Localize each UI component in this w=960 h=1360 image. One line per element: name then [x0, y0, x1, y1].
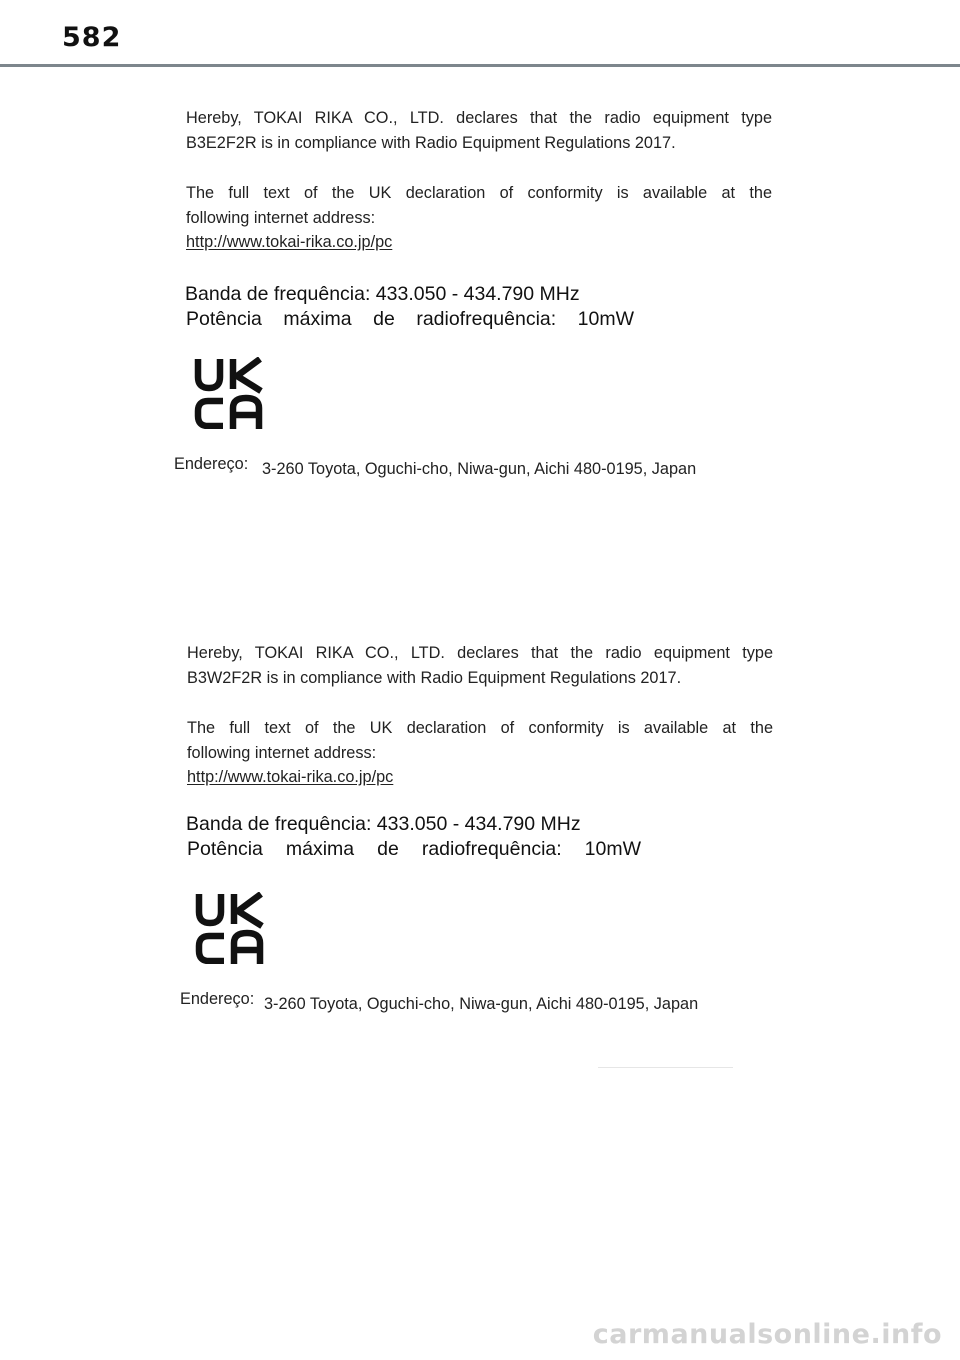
declaration-line-1: Hereby, TOKAI RIKA CO., LTD. declares that the radio equipment type	[186, 109, 772, 127]
declaration-url-link[interactable]: http://www.tokai-rika.co.jp/pc	[186, 233, 393, 251]
address: 3-260 Toyota, Oguchi-cho, Niwa-gun, Aichi 480-0195, Japan	[262, 460, 697, 478]
conformity-line-2: following internet address:	[186, 209, 376, 227]
declaration-line-2: B3W2F2R is in compliance with Radio Equipment Regulations 2017.	[187, 669, 682, 687]
faint-divider	[598, 1067, 733, 1068]
max-power: Potência máxima de radiofrequência: 10mW	[186, 308, 634, 330]
page-number: 582	[62, 22, 122, 53]
declaration-url-link[interactable]: http://www.tokai-rika.co.jp/pc	[187, 768, 394, 786]
max-power: Potência máxima de radiofrequência: 10mW	[187, 838, 641, 860]
declaration-line-1: Hereby, TOKAI RIKA CO., LTD. declares that the radio equipment type	[187, 644, 773, 662]
conformity-line-1: The full text of the UK declaration of conformity is available at the	[186, 184, 772, 202]
watermark: carmanualsonline.info	[592, 1319, 942, 1350]
address-label: Endereço:	[174, 455, 249, 473]
address: 3-260 Toyota, Oguchi-cho, Niwa-gun, Aichi 480-0195, Japan	[264, 995, 699, 1013]
declaration-line-2: B3E2F2R is in compliance with Radio Equipment Regulations 2017.	[186, 134, 676, 152]
conformity-line-1: The full text of the UK declaration of conformity is available at the	[187, 719, 773, 737]
address-label: Endereço:	[180, 990, 255, 1008]
header-divider	[0, 64, 960, 67]
ukca-logo	[194, 357, 266, 429]
frequency-band: Banda de frequência: 433.050 - 434.790 MHz	[185, 283, 580, 305]
frequency-band: Banda de frequência: 433.050 - 434.790 MHz	[186, 813, 581, 835]
conformity-line-2: following internet address:	[187, 744, 377, 762]
ukca-logo	[195, 892, 267, 964]
